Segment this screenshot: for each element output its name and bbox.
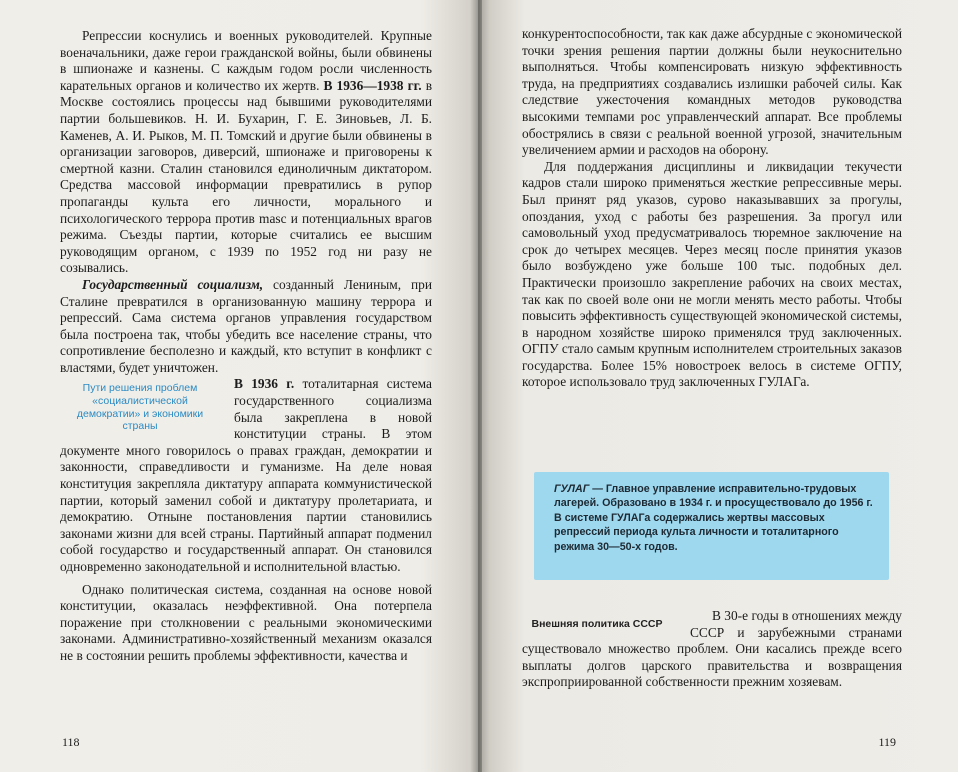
paragraph-text: тоталитарная система государственного социализма была закреплена в новой конституции страны. В этом документе много говорилось о правах граждан, демократии и законности, справедливости и гуманизме. На деле новая конституция закрепляла диктатуру аппарата коммунистической партии, который заменил собой и диктатуру пролетариата, и демократию. Отныне постановления партии становились законами жизни для всей страны. Партийный аппарат подменил собой государство и государственный аппарат. Он становился одновременно законодательной и исполнительной властью. xyxy=(60,376,432,574)
paragraph xyxy=(60,28,432,277)
paragraph: Для поддержания дисциплины и ликвидации текучести кадров стали широко применяться жесткие репрессивные меры. Был принят ряд указов, сурово наказывавших за прогулы, опоздания, уход с работы без разрешения. За прогул или самовольный уход предусматривалось тюремное заключение на срок до четырех месяцев. Через месяц после принятия указов было возбуждено уже больше 100 тыс. подобных дел. Практически произошло закрепление рабочих на своих местах, так как по своей воле они не могли менять место работы. Чтобы повысить эффективность существующей экономической системы, в народном хозяйстве широко применялся труд заключенных. ОГПУ стало самым крупным исполнителем строительных заказов государства. Более 15% новостроек велось в системе ОГПУ, которое использовало труд заключенных ГУЛАГа. xyxy=(522,158,902,390)
book-gutter-shadow xyxy=(470,0,490,772)
left-page xyxy=(0,0,478,772)
page-number: 118 xyxy=(62,735,80,749)
paragraph-text: Репрессии коснулись и военных руководителей. Крупные военачальники, даже герои гражданской войны, были обвинены в шпионаже и казнены. С каждым годом росли численность карательных органов и количество их жертв. xyxy=(60,28,432,93)
gulag-definition-box xyxy=(534,472,889,580)
paragraph: конкурентоспособности, так как даже абсурдные с экономической точки зрения решения партии должны были неукоснительно выполняться. Чтобы компенсировать низкую эффективность труда, на предприятиях создавались излишки рабочей силы. Как следствие ужесточения командных методов руководства высокими темпами рос управленческий аппарат. Все проблемы обострялись в связи с реальной военной угрозой, значительным увеличением армии и расходов на оборону. xyxy=(522,26,902,158)
margin-note-socialist-democracy: Пути решения проблем «социалистической демократии» и экономики страны xyxy=(76,382,204,433)
page-number: 119 xyxy=(878,735,896,749)
year-highlight: В 1936 г. xyxy=(234,376,295,392)
right-text-column xyxy=(522,26,902,391)
margin-note-foreign-policy: Внешняя политика СССР xyxy=(531,618,663,630)
paragraph: В 30-е годы в отношениях между СССР и зарубежными странами существовало множество проблем. Они касались прежде всего выплаты долгов царского правительства и возвращения экспроприированной собственности прежним хозяевам. xyxy=(522,608,902,690)
paragraph-text: в Москве состоялись процессы над бывшими руководителями партии большевиков. Н. И. Бухарин, Г. Е. Зиновьев, Л. Б. Каменев, А. И. Рыков, М. П. Томский и другие были обвинены в организации заговоров, диверсий, шпионаже и приговорены к смертной казни. Сталин становился единоличным диктатором. Средства массовой информации превратились в рупор пропаганды культа его личности, морального и психологического террора против masс и потенциальных врагов режима. Съезды партии, которые считались ее высшим руководящим органом, с 1939 по 1952 год ни разу не созывались. xyxy=(60,77,433,276)
term-highlight: Государственный социализм, xyxy=(82,276,264,292)
paragraph: Однако политическая система, созданная на основе новой конституции, оказалась неэффективной. Она потерпела поражение при столкновении с реальными экономическими законами. Административно-хозяйственный механизм оказался не в состоянии решить проблемы эффективности, качества и xyxy=(60,581,432,663)
right-page xyxy=(482,0,958,772)
gulag-term: ГУЛАГ xyxy=(554,483,590,495)
year-highlight: В 1936—1938 гг. xyxy=(323,77,422,93)
paragraph xyxy=(60,277,432,377)
foreign-policy-section xyxy=(522,608,902,691)
left-text-column xyxy=(60,28,432,665)
paragraph-text: созданный Лениным, при Сталине превратился в организованную машину террора и репрессий. Сама система органов управления государством была построена так, чтобы убедить все население страны, что сопротивление бесполезно и каждый, кто вступит в конфликт с властями, будет уничтожен. xyxy=(60,276,432,375)
gulag-definition: — Главное управление исправительно-трудовых лагерей. Образовано в 1934 г. и просуществовало до 1956 г. В системе ГУЛАГа содержались жертвы массовых репрессий периода культа личности и тоталитарного режима 30—50-х годов. xyxy=(554,483,873,553)
